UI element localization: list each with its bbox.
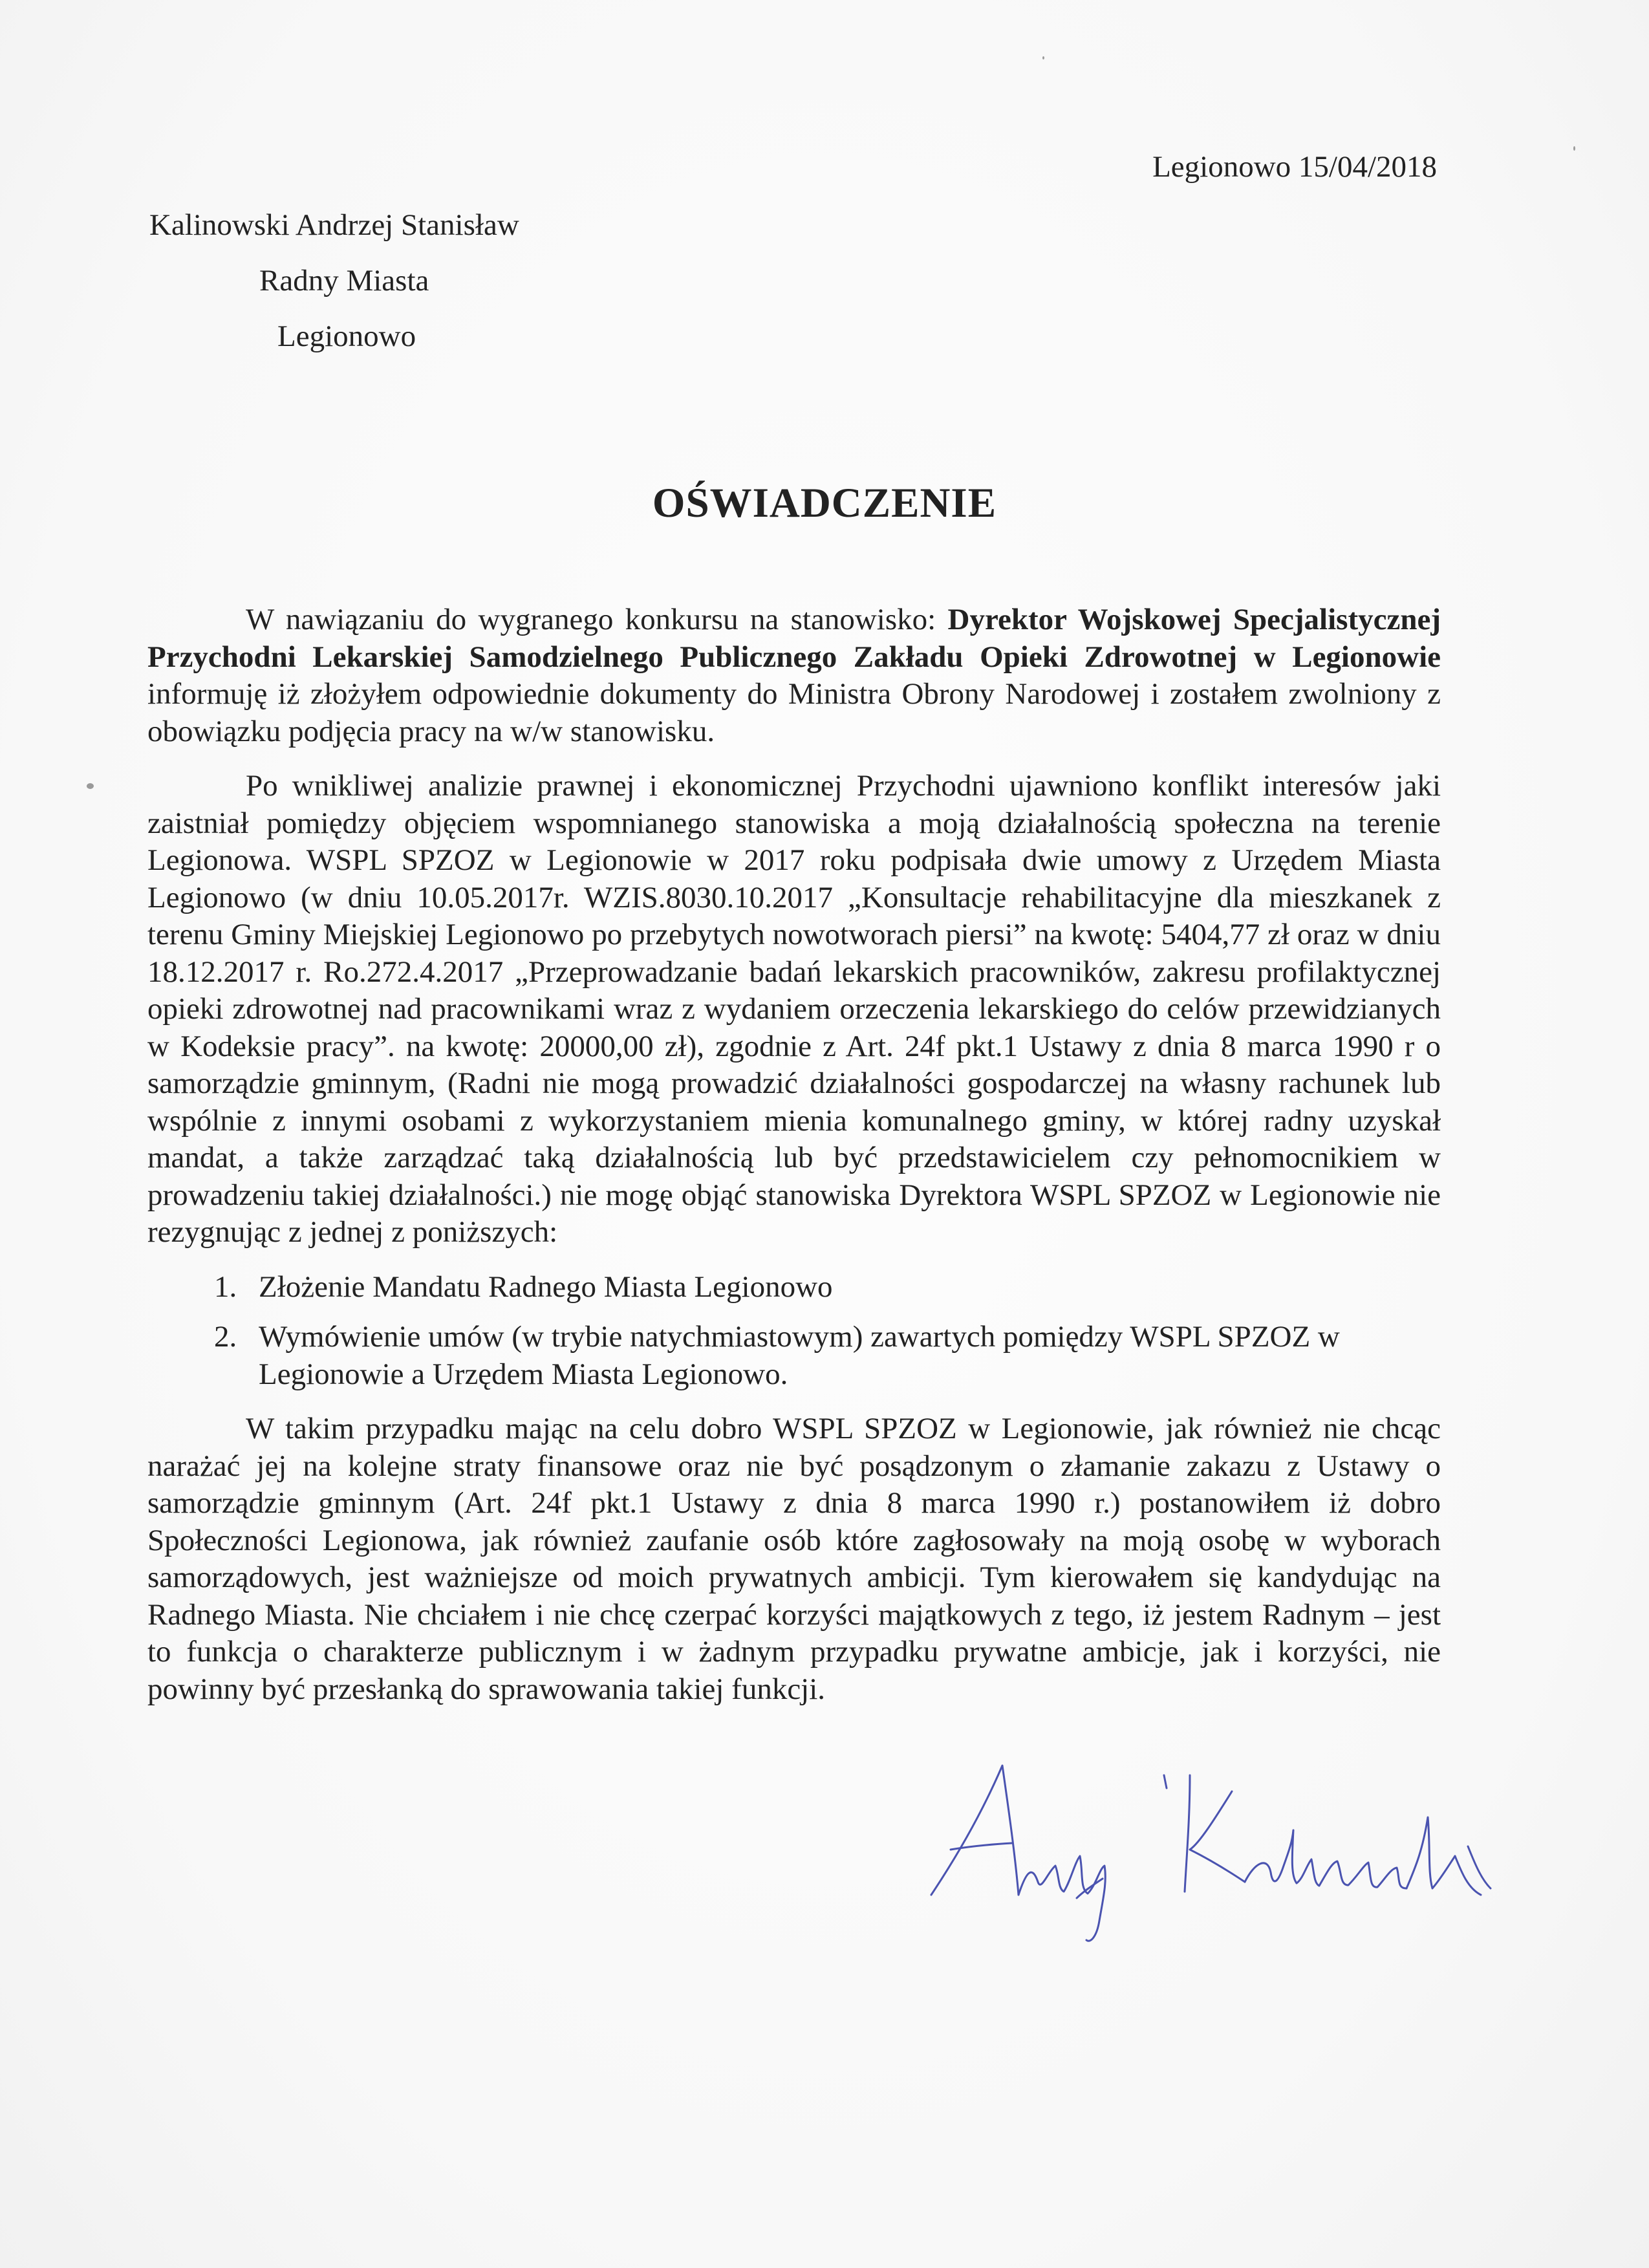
list-item: 2. Wymówienie umów (w trybie natychmiastowym) zawartych pomiędzy WSPL SPZOZ w Legionowie a Urzędem Miasta Legionowo. bbox=[244, 1319, 1441, 1393]
place-and-date: Legionowo 15/04/2018 bbox=[1152, 150, 1437, 184]
letter-body bbox=[147, 601, 1441, 1725]
document-heading: OŚWIADCZENIE bbox=[652, 480, 997, 526]
sender-city: Legionowo bbox=[277, 319, 416, 353]
paragraph-1-tail: informuję iż złożyłem odpowiednie dokumenty do Ministra Obrony Narodowej i zostałem zwolniony z obowiązku podjęcia pracy na w/w stanowisku. bbox=[147, 677, 1441, 748]
paragraph-1 bbox=[147, 601, 1441, 750]
paragraph-1-lead: W nawiązaniu do wygranego konkursu na stanowisko: bbox=[246, 603, 948, 636]
position-title: Dyrektor Wojskowej Specjalistycznej Przychodni Lekarskiej Samodzielnego Publicznego Zakładu Opieki Zdrowotnej w Legionowie bbox=[147, 603, 1441, 674]
scan-speck bbox=[87, 783, 94, 789]
scan-speck bbox=[1042, 56, 1044, 59]
scan-speck bbox=[1573, 146, 1575, 151]
paragraph-3: W takim przypadku mając na celu dobro WSPL SPZOZ w Legionowie, jak również nie chcąc narażać jej na kolejne straty finansowe oraz nie być posądzonym o złamanie zakazu z Ustawy o samorządzie gminnym (Art. 24f pkt.1 Ustawy z dnia 8 marca 1990 r.) postanowiłem iż dobro Społeczności Legionowa, jak również zaufanie osób które zagłosowały na moją osobę w wyborach samorządowych, jest ważniejsze od moich prywatnych ambicji. Tym kierowałem się kandydując na Radnego Miasta. Nie chciałem i nie chcę czerpać korzyści majątkowych z tego, iż jestem Radnym – jest to funkcja o charakterze publicznym i w żadnym przypadku prywatne ambicje, jak i korzyści, nie powinny być przesłanką do sprawowania takiej funkcji. bbox=[147, 1412, 1441, 1706]
sender-name: Kalinowski Andrzej Stanisław bbox=[149, 208, 519, 242]
handwritten-signature bbox=[905, 1733, 1520, 1947]
options-list bbox=[147, 1269, 1441, 1394]
list-item: 1. Złożenie Mandatu Radnego Miasta Legionowo bbox=[244, 1269, 1441, 1306]
sender-title: Radny Miasta bbox=[259, 264, 429, 297]
paragraph-2: Po wnikliwej analizie prawnej i ekonomicznej Przychodni ujawniono konflikt interesów jaki zaistniał pomiędzy objęciem wspomnianego stanowiska a moją działalnością społeczna na terenie Legionowa. WSPL SPZOZ w Legionowie w 2017 roku podpisała dwie umowy z Urzędem Miasta Legionowo (w dniu 10.05.2017r. WZIS.8030.10.2017 „Konsultacje rehabilitacyjne dla mieszkanek z terenu Gminy Miejskiej Legionowo po przebytych nowotworach piersi” na kwotę: 5404,77 zł oraz w dniu 18.12.2017 r. Ro.272.4.2017 „Przeprowadzanie badań lekarskich pracowników, zakresu profilaktycznej opieki zdrowotnej nad pracownikami wraz z wydaniem orzeczenia lekarskiego do celów przewidzianych w Kodeksie pracy”. na kwotę: 20000,00 zł), zgodnie z Art. 24f pkt.1 Ustawy z dnia 8 marca 1990 r o samorządzie gminnym, (Radni nie mogą prowadzić działalności gospodarczej na własny rachunek lub wspólnie z innymi osobami z wykorzystaniem mienia komunalnego gminy, w której radny uzyskał mandat, a także zarządzać taką działalnością lub być przedstawicielem czy pełnomocnikiem w prowadzeniu takiej działalności.) nie mogę objąć stanowiska Dyrektora WSPL SPZOZ w Legionowie nie rezygnując z jednej z poniższych: bbox=[147, 769, 1441, 1249]
